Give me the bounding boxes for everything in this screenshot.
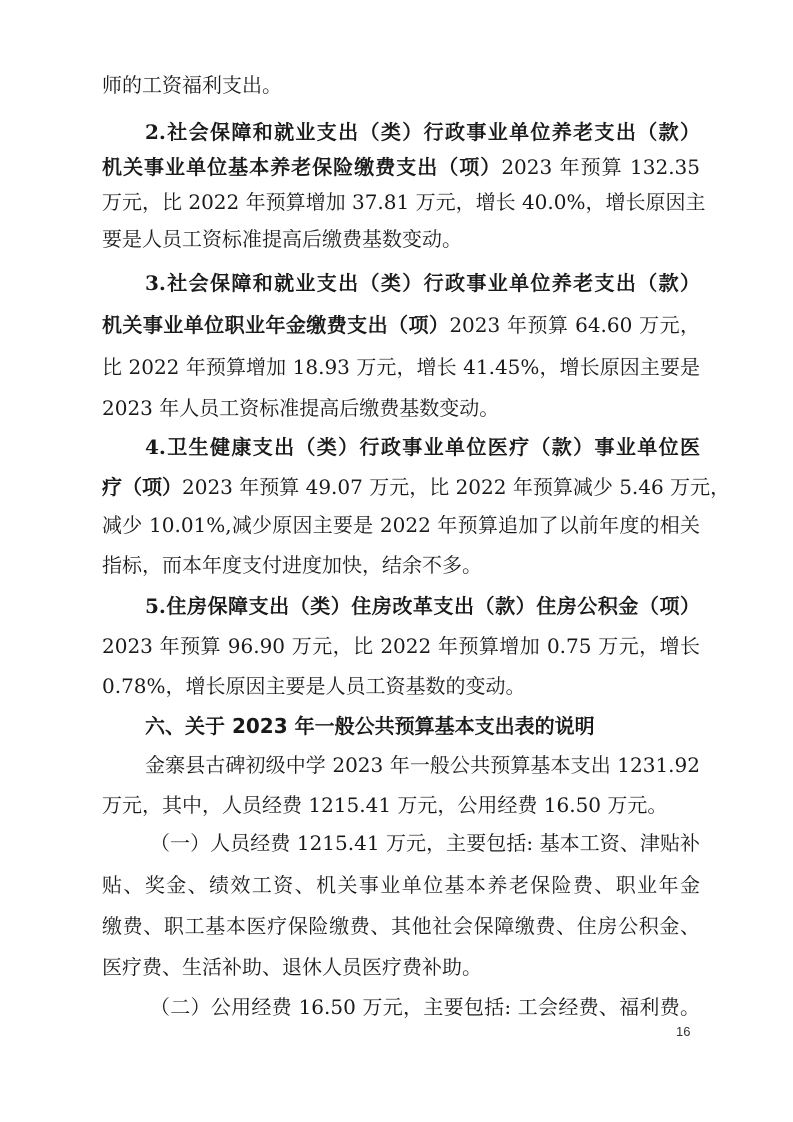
item-3-heading: 3.社会保障和就业支出（类）行政事业单位养老支出（款）	[145, 271, 700, 295]
personnel-expense-para: 贴、奖金、绩效工资、机关事业单位基本养老保险费、职业年金	[102, 873, 700, 897]
item-2-amount: 2023 年预算 132.35	[501, 155, 701, 179]
item-4-amount: 2023 年预算 49.07 万元，比 2022 年预算减少 5.46 万元，	[182, 475, 731, 499]
item-5-body: 2023 年预算 96.90 万元，比 2022 年预算增加 0.75 万元，增长	[102, 634, 700, 658]
public-expense-para: （二）公用经费 16.50 万元，主要包括: 工会经费、福利费。	[150, 995, 700, 1019]
item-2-body: 万元，比 2022 年预算增加 37.81 万元，增长 40.0%，增长原因主	[102, 190, 706, 214]
item-4-heading-cont: 疗（项）	[102, 475, 182, 499]
item-4-body: 减少 10.01%,减少原因主要是 2022 年预算追加了以前年度的相关	[102, 513, 700, 537]
page-number: 16	[676, 1024, 691, 1039]
item-5-heading: 5.住房保障支出（类）住房改革支出（款）住房公积金（项）	[145, 594, 700, 618]
personnel-expense-para: 医疗费、生活补助、退休人员医疗费补助。	[102, 955, 482, 979]
section-6-body: 万元，其中，人员经费 1215.41 万元，公用经费 16.50 万元。	[102, 793, 668, 817]
paragraph-line: 师的工资福利支出。	[102, 73, 282, 97]
section-6-heading: 六、关于 2023 年一般公共预算基本支出表的说明	[145, 714, 595, 738]
item-3-amount: 2023 年预算 64.60 万元，	[449, 313, 700, 337]
personnel-expense-para: （一）人员经费 1215.41 万元，主要包括: 基本工资、津贴补	[150, 831, 700, 855]
item-5-body: 0.78%，增长原因主要是人员工资基数的变动。	[102, 674, 526, 698]
item-3-heading-cont: 机关事业单位职业年金缴费支出（项）	[102, 313, 450, 337]
item-3-line	[102, 310, 700, 340]
item-2-heading: 2.社会保障和就业支出（类）行政事业单位养老支出（款）	[145, 120, 700, 144]
section-6-body: 金寨县古碑初级中学 2023 年一般公共预算基本支出 1231.92	[145, 753, 700, 777]
item-4-body: 指标，而本年度支付进度加快，结余不多。	[102, 553, 482, 577]
item-4-line	[102, 472, 731, 502]
item-2-heading-cont: 机关事业单位基本养老保险缴费支出（项）	[102, 155, 502, 179]
personnel-expense-para: 缴费、职工基本医疗保险缴费、其他社会保障缴费、住房公积金、	[102, 914, 700, 938]
item-3-body: 比 2022 年预算增加 18.93 万元，增长 41.45%，增长原因主要是	[102, 355, 700, 379]
item-4-heading: 4.卫生健康支出（类）行政事业单位医疗（款）事业单位医	[145, 435, 700, 459]
item-2-body: 要是人员工资标准提高后缴费基数变动。	[102, 227, 462, 251]
item-3-body: 2023 年人员工资标准提高后缴费基数变动。	[102, 396, 500, 420]
item-2-line	[102, 152, 700, 182]
